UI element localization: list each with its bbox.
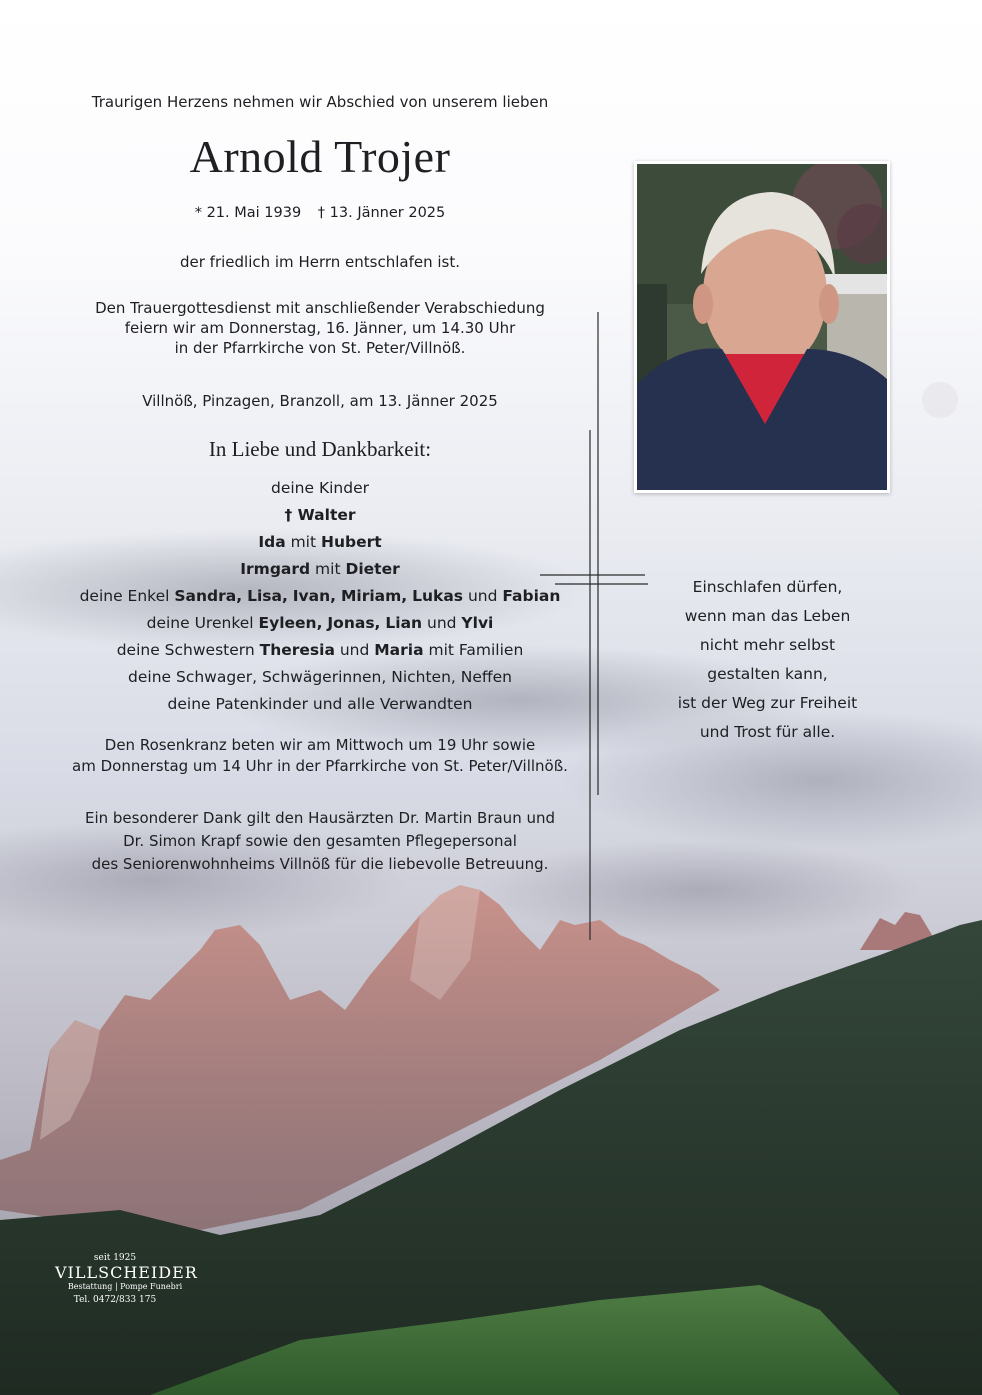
- rosary-line: am Donnerstag um 14 Uhr in der Pfarrkirche von St. Peter/Villnöß.: [72, 757, 568, 775]
- mourner-line: Irmgard mit Dieter: [240, 560, 400, 578]
- portrait-photo-frame: [634, 161, 890, 493]
- portrait-photo: [637, 164, 887, 490]
- service-line: feiern wir am Donnerstag, 16. Jänner, um 14.30 Uhr: [124, 319, 516, 337]
- mourner-line: deine Schwestern Theresia und Maria mit Familien: [116, 641, 524, 659]
- mourner-line: deine Schwager, Schwägerinnen, Nichten, Neffen: [128, 668, 512, 686]
- logo-name: VILLSCHEIDER: [55, 1263, 198, 1282]
- death-date: † 13. Jänner 2025: [317, 205, 446, 221]
- service-line: in der Pfarrkirche von St. Peter/Villnöß.: [174, 339, 466, 357]
- quote-line: gestalten kann,: [707, 665, 828, 683]
- mourner-line: deine Patenkinder und alle Verwandten: [167, 695, 473, 713]
- mourner-line: deine Kinder: [270, 479, 369, 497]
- logo-subtitle: Bestattung | Pompe Funebri: [67, 1282, 183, 1291]
- life-dates: [40, 205, 600, 221]
- quote-text: [645, 573, 890, 747]
- intro-text: Traurigen Herzens nehmen wir Abschied von unserem lieben: [91, 93, 549, 111]
- gratitude-line: des Seniorenwohnheims Villnöß für die liebevolle Betreuung.: [91, 855, 549, 873]
- mourner-line: Ida mit Hubert: [258, 533, 382, 551]
- rosary-line: Den Rosenkranz beten wir am Mittwoch um 19 Uhr sowie: [104, 736, 536, 754]
- quote-line: ist der Weg zur Freiheit: [677, 694, 858, 712]
- logo-since: seit 1925: [93, 1253, 137, 1263]
- place-and-date: Villnöß, Pinzagen, Branzoll, am 13. Jänner 2025: [142, 392, 498, 410]
- quote-line: und Trost für alle.: [699, 723, 836, 741]
- rosary-text: [40, 735, 600, 777]
- funeral-service-text: [40, 298, 600, 358]
- gratitude-line: Dr. Simon Krapf sowie den gesamten Pflegepersonal: [123, 832, 517, 850]
- gratitude-text: [40, 807, 600, 876]
- entschlafen-text: der friedlich im Herrn entschlafen ist.: [179, 253, 460, 271]
- logo-phone: Tel. 0472/833 175: [73, 1295, 157, 1305]
- quote-line: wenn man das Leben: [684, 607, 851, 625]
- mourner-line: deine Enkel Sandra, Lisa, Ivan, Miriam, Lukas und Fabian: [79, 587, 561, 605]
- deceased-name: Arnold Trojer: [189, 131, 451, 182]
- quote-line: Einschlafen dürfen,: [692, 578, 843, 596]
- gratitude-line: Ein besonderer Dank gilt den Hausärzten Dr. Martin Braun und: [84, 809, 556, 827]
- mourner-line: deine Urenkel Eyleen, Jonas, Lian und Ylvi: [146, 614, 494, 632]
- mourners-list: [40, 475, 600, 718]
- thanks-heading: In Liebe und Dankbarkeit:: [208, 437, 432, 461]
- quote-line: nicht mehr selbst: [699, 636, 836, 654]
- service-line: Den Trauergottesdienst mit anschließender Verabschiedung: [95, 299, 545, 317]
- funeral-home-logo: [55, 1253, 205, 1305]
- birth-date: * 21. Mai 1939: [194, 205, 302, 221]
- mourner-line: † Walter: [284, 506, 356, 524]
